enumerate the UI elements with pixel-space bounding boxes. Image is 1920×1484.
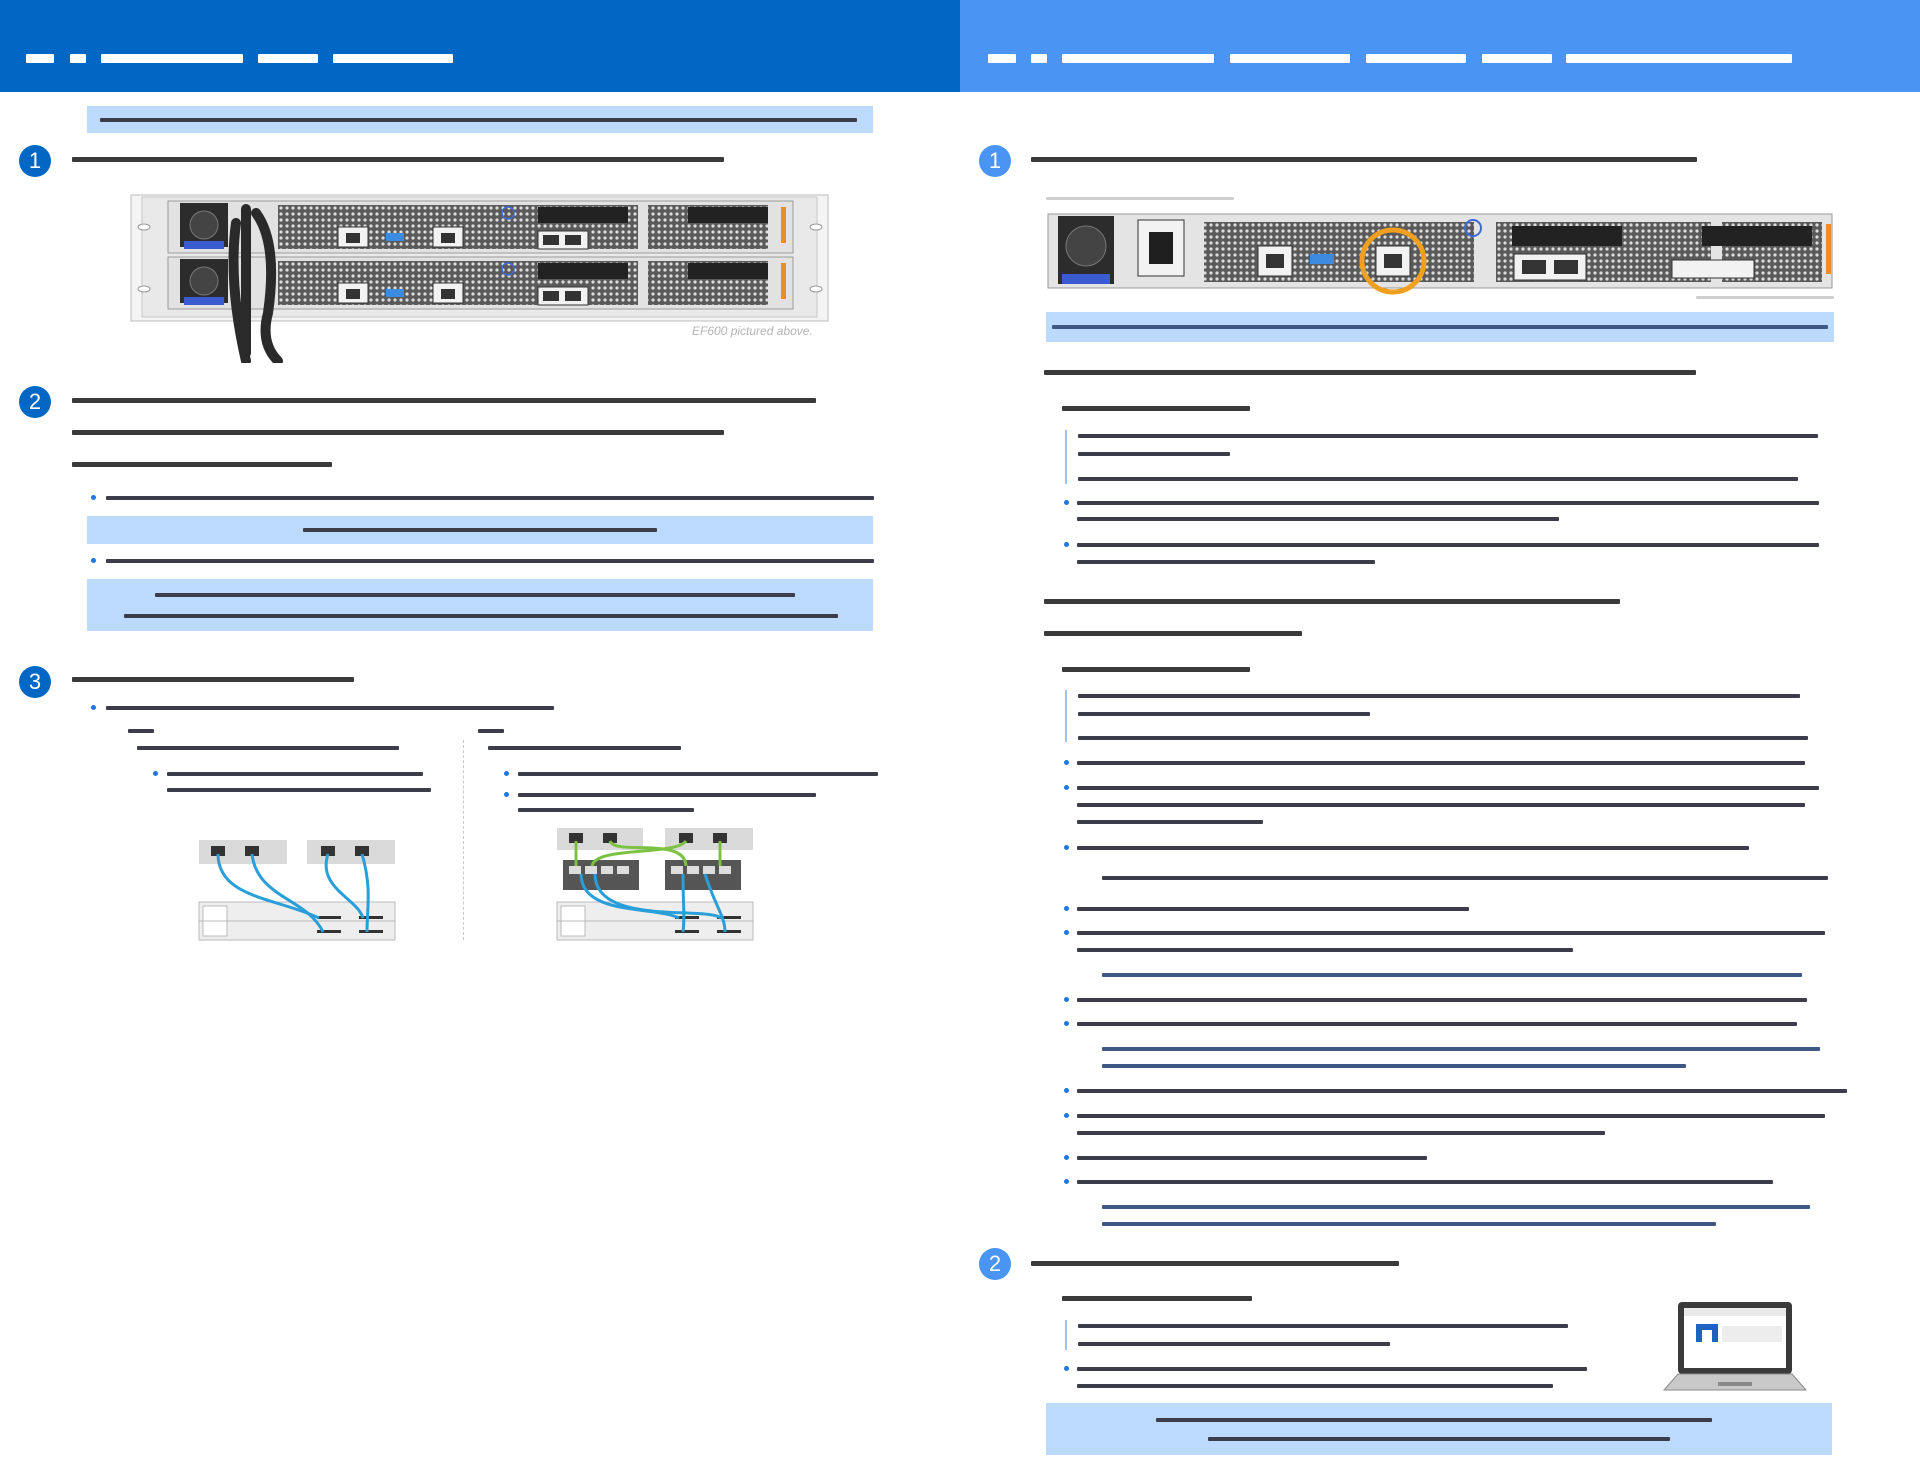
indented-text: [1102, 1064, 1686, 1068]
info-sidebar: [1065, 690, 1067, 742]
bullet-marker: [1064, 760, 1069, 765]
note-text: [1052, 325, 1828, 329]
left-header-bar: [0, 0, 960, 92]
bullet-text: [1077, 1022, 1797, 1026]
bullet-text: [1077, 907, 1469, 911]
bullet-marker: [91, 558, 96, 563]
right-step-badge-2: 2: [979, 1248, 1011, 1280]
final-note-box: [1046, 1403, 1832, 1455]
bullet-marker: [1064, 500, 1069, 505]
step-badge-1: 1: [19, 145, 51, 177]
header-redacted-text: [988, 54, 1016, 63]
step-badge-2: 2: [19, 386, 51, 418]
bullet-text: [167, 788, 431, 792]
indented-text: [1102, 876, 1828, 880]
option-label: [478, 729, 504, 733]
bullet-marker: [1064, 1366, 1069, 1371]
bullet-marker: [153, 771, 158, 776]
indented-text: [1102, 1047, 1820, 1051]
bullet-text: [1077, 1156, 1427, 1160]
info-text: [1078, 477, 1798, 481]
bullet-marker: [91, 495, 96, 500]
bullet-text: [1077, 931, 1825, 935]
header-redacted-text: [1031, 54, 1047, 63]
bullet-marker: [1064, 1113, 1069, 1118]
figure-label: [1046, 197, 1234, 200]
laptop-icon: [1660, 1300, 1810, 1398]
option-label: [128, 729, 154, 733]
bullet-text: [1077, 948, 1573, 952]
step-3-title: [72, 677, 354, 682]
header-redacted-text: [70, 54, 86, 63]
bullet-text: [1077, 1180, 1773, 1184]
bullet-text: [1077, 1114, 1825, 1118]
note-box: [87, 579, 873, 631]
section-heading: [1044, 599, 1620, 604]
bullet-text: [518, 772, 878, 776]
bullet-marker: [1064, 930, 1069, 935]
port-note-box: [1046, 312, 1834, 342]
note-text: [1208, 1437, 1670, 1441]
header-redacted-text: [1482, 54, 1552, 63]
header-redacted-text: [1566, 54, 1792, 63]
bullet-text: [1077, 998, 1807, 1002]
bullet-marker: [504, 792, 509, 797]
bullet-marker: [1064, 997, 1069, 1002]
info-text: [1078, 1342, 1390, 1346]
info-text: [1078, 1324, 1568, 1328]
indented-text: [1102, 1222, 1716, 1226]
right-step-badge-1: 1: [979, 145, 1011, 177]
figure-label: [1696, 296, 1834, 299]
header-redacted-text: [1366, 54, 1466, 63]
bullet-text: [106, 559, 874, 563]
bullet-text: [1077, 1367, 1587, 1371]
controller-rear-figure: [1046, 210, 1834, 310]
header-redacted-text: [26, 54, 54, 63]
bullet-marker: [1064, 785, 1069, 790]
info-sidebar: [1065, 430, 1067, 484]
step-2-text: [72, 398, 816, 403]
bullet-text: [1077, 846, 1749, 850]
bullet-text: [1077, 761, 1805, 765]
bullet-text: [1077, 501, 1819, 505]
bullet-text: [1077, 1384, 1553, 1388]
step-2-text: [72, 462, 332, 467]
note-box: [87, 516, 873, 544]
bullet-text: [106, 496, 874, 500]
bullet-text: [1077, 1131, 1605, 1135]
bullet-text: [518, 808, 694, 812]
right-header-bar: [960, 0, 1920, 92]
bullet-marker: [1064, 1088, 1069, 1093]
header-redacted-text: [1230, 54, 1350, 63]
bullet-text: [1077, 543, 1819, 547]
info-sidebar: [1065, 1320, 1067, 1350]
bullet-marker: [504, 771, 509, 776]
note-text: [1156, 1418, 1712, 1422]
bullet-marker: [1064, 845, 1069, 850]
bullet-text: [1077, 786, 1819, 790]
section-heading: [1044, 631, 1302, 636]
indented-text: [1102, 1205, 1810, 1209]
step-1-title: [72, 157, 724, 162]
option-heading: [137, 746, 399, 750]
bullet-marker: [91, 705, 96, 710]
bullet-marker: [1064, 906, 1069, 911]
note-text: [100, 118, 857, 122]
sub-heading: [1062, 406, 1250, 411]
direct-cabling-diagram: [197, 838, 397, 942]
bullet-marker: [1064, 1021, 1069, 1026]
bullet-text: [1077, 820, 1263, 824]
bullet-text: [106, 706, 554, 710]
sub-heading: [1062, 667, 1250, 672]
step-badge-3: 3: [19, 666, 51, 698]
header-redacted-text: [333, 54, 453, 63]
info-text: [1078, 434, 1818, 438]
bullet-text: [1077, 517, 1559, 521]
option-heading: [488, 746, 681, 750]
intro-note-box: [87, 106, 873, 133]
info-text: [1078, 452, 1230, 456]
note-text: [303, 528, 657, 532]
header-redacted-text: [258, 54, 318, 63]
sub-heading: [1062, 1296, 1252, 1301]
note-text: [124, 614, 838, 618]
section-heading: [1044, 370, 1696, 375]
note-text: [155, 593, 795, 597]
bullet-text: [1077, 1089, 1847, 1093]
info-text: [1078, 736, 1808, 740]
info-text: [1078, 694, 1800, 698]
bullet-text: [518, 793, 816, 797]
bullet-marker: [1064, 1179, 1069, 1184]
right-step-1-title: [1031, 157, 1697, 162]
indented-text: [1102, 973, 1802, 977]
bullet-text: [1077, 803, 1805, 807]
bullet-marker: [1064, 1155, 1069, 1160]
header-redacted-text: [101, 54, 243, 63]
bullet-text: [167, 772, 423, 776]
switch-cabling-diagram: [555, 826, 755, 942]
bullet-marker: [1064, 542, 1069, 547]
column-divider: [463, 740, 464, 940]
step-2-text: [72, 430, 724, 435]
figure-caption: EF600 pictured above.: [692, 324, 813, 338]
right-step-2-title: [1031, 1261, 1399, 1266]
info-text: [1078, 712, 1370, 716]
bullet-text: [1077, 560, 1375, 564]
header-redacted-text: [1062, 54, 1214, 63]
